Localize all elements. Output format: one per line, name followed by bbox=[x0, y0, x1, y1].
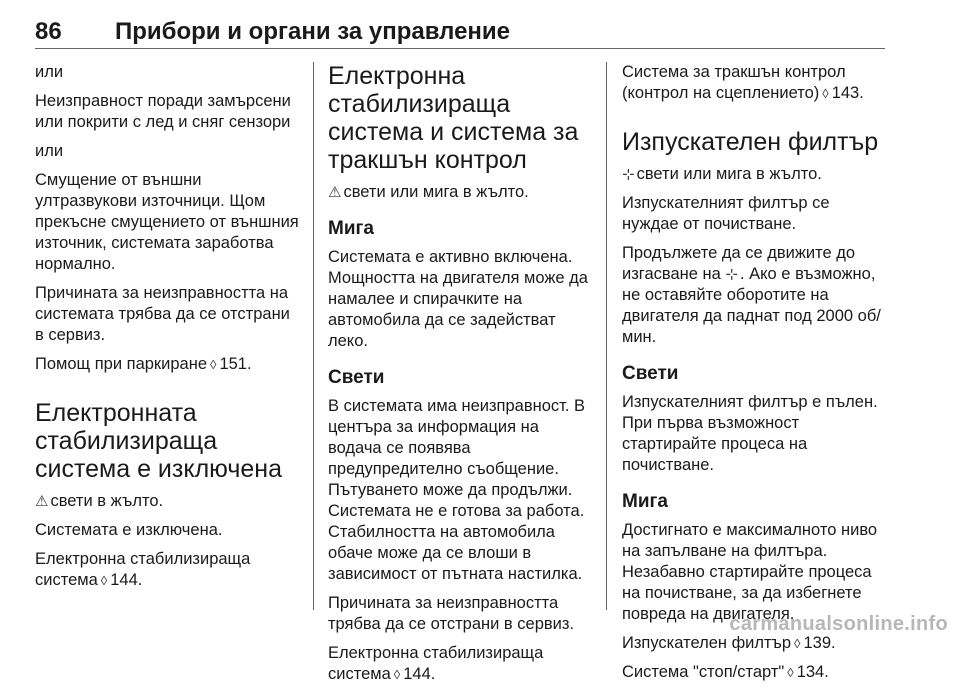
text-filter-max: Достигнато е максималното ниво на запълване на филтъра. Незабавно стартирайте процеса на почистване, за да избегнете повреда на двигателя. bbox=[622, 521, 878, 623]
text-filter-lit bbox=[622, 164, 890, 185]
page-number: 86 bbox=[35, 18, 62, 45]
text-stopstart-ref bbox=[622, 662, 890, 683]
esc-off-desc: свети в жълто. bbox=[50, 492, 164, 510]
text-esc-ref bbox=[35, 549, 303, 591]
heading-esc-tc: Електронна стабилизираща система и система за тракшън контрол bbox=[328, 62, 579, 174]
heading-lit-2: Свети bbox=[622, 363, 679, 384]
ref-page[interactable]: 139. bbox=[803, 634, 836, 652]
heading-exhaust-filter: Изпускателен филтър bbox=[622, 128, 879, 156]
ref-label: Изпускателен филтър bbox=[622, 634, 792, 652]
text-parking-ref bbox=[35, 354, 303, 375]
text-drive-until bbox=[622, 243, 890, 348]
ref-page[interactable]: 144. bbox=[110, 571, 143, 589]
page-reference-icon: ◊ bbox=[787, 665, 794, 680]
ref-page[interactable]: 143. bbox=[831, 84, 864, 102]
ref-page[interactable]: 144. bbox=[403, 665, 436, 683]
heading-lit: Свети bbox=[328, 367, 385, 388]
column-2 bbox=[328, 62, 596, 693]
ref-label: Помощ при паркиране bbox=[35, 355, 207, 373]
text-active: Системата е активно включена. Мощността на двигателя може да намалее и спирачките на автомобила да се задействат леко. bbox=[328, 248, 588, 350]
page-header bbox=[35, 10, 885, 50]
text-fault: В системата има неизправност. В центъра за информация на водача се появява предупредително съобщение. Пътуването може да продължи. Системата не е готова за работа. Стабилността на автомобила обаче може да се влоши в зависимост от пътната настилка. bbox=[328, 397, 586, 583]
column-1 bbox=[35, 62, 303, 599]
header-rule bbox=[35, 48, 885, 49]
esc-off-icon: ⚠ bbox=[35, 493, 49, 510]
text-system-off: Системата е изключена. bbox=[35, 521, 223, 539]
text-sensor-dirty: Неизправност поради замърсени или покрити с лед и сняг сензори bbox=[35, 92, 291, 131]
text-esc-ref-2 bbox=[328, 643, 596, 685]
column-3 bbox=[622, 62, 890, 691]
text-esc-off-lit bbox=[35, 491, 303, 512]
page-reference-icon: ◊ bbox=[794, 636, 801, 651]
ref-label: Система "стоп/старт" bbox=[622, 663, 785, 681]
text-fault-service: Причината за неизправността на системата трябва да се отстрани в сервиз. bbox=[35, 284, 290, 344]
text-fault-service-2: Причината за неизправността трябва да се отстрани в сервиз. bbox=[328, 594, 575, 633]
ref-page[interactable]: 151. bbox=[219, 355, 252, 373]
ref-page[interactable]: 134. bbox=[796, 663, 829, 681]
text-tc-ref bbox=[622, 62, 890, 104]
column-divider-2 bbox=[606, 62, 607, 610]
ref-label: Електронна стабилизираща система bbox=[328, 644, 544, 683]
heading-esc-off: Електронната стабилизираща система е изключена bbox=[35, 399, 282, 483]
text-or-2: или bbox=[35, 142, 64, 160]
esc-desc: свети или мига в жълто. bbox=[343, 183, 529, 201]
heading-flashing-2: Мига bbox=[622, 491, 668, 512]
heading-flashing: Мига bbox=[328, 218, 374, 239]
esc-icon: ⚠ bbox=[328, 184, 342, 201]
ref-label: Система за тракшън контрол (контрол на сцеплението) bbox=[622, 63, 846, 102]
page-reference-icon: ◊ bbox=[210, 357, 217, 372]
text-ultrasonic: Смущение от външни ултразвукови източници. Щом прекъсне смущението от външния източник, системата заработва нормално. bbox=[35, 171, 299, 273]
watermark: carmanualsonline.info bbox=[729, 613, 948, 635]
drive-until-b: . Ако е възможно, не оставяйте оборотите на двигателя да паднат под 2000 об/мин. bbox=[622, 265, 881, 346]
page-title: Прибори и органи за управление bbox=[115, 18, 511, 45]
exhaust-filter-icon: ⊹ bbox=[725, 266, 738, 283]
text-filter-full: Изпускателният филтър е пълен. При първа възможност стартирайте процеса на почистване. bbox=[622, 393, 878, 474]
page-reference-icon: ◊ bbox=[100, 573, 108, 588]
text-filter-needs-cleaning: Изпускателният филтър се нуждае от почистване. bbox=[622, 194, 830, 233]
exhaust-filter-icon: ⊹ bbox=[622, 166, 635, 183]
column-divider-1 bbox=[313, 62, 314, 610]
text-filter-ref bbox=[622, 633, 890, 654]
text-esc-lit bbox=[328, 182, 596, 203]
filter-desc: свети или мига в жълто. bbox=[636, 165, 822, 183]
ref-label: Електронна стабилизираща система bbox=[35, 550, 251, 589]
page-reference-icon: ◊ bbox=[393, 667, 401, 682]
page-reference-icon: ◊ bbox=[822, 86, 829, 101]
text-or-1: или bbox=[35, 63, 64, 81]
drive-until-a: Продължете да се движите до изгасване на bbox=[622, 244, 856, 283]
